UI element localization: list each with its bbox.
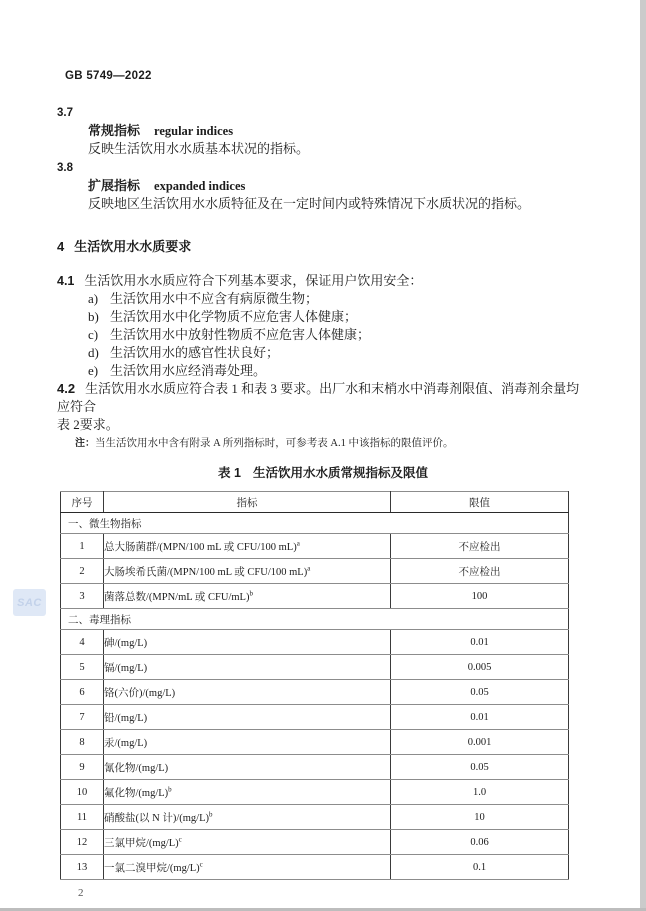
- table-title-text: 生活饮用水水质常规指标及限值: [252, 466, 428, 480]
- note-label: 注：: [75, 438, 95, 449]
- clause-text: 生活饮用水水质应符合下列基本要求，保证用户饮用安全：: [84, 273, 423, 288]
- term-zh: 扩展指标: [88, 178, 141, 193]
- cell-limit: 0.001: [391, 730, 569, 755]
- list-item-c: [88, 326, 589, 344]
- table-section-row: [61, 609, 569, 630]
- cell-limit: 0.005: [391, 655, 569, 680]
- clause-4-1: [57, 272, 589, 290]
- table-row: [61, 534, 569, 559]
- cell-limit: 0.1: [391, 855, 569, 880]
- cell-limit: 不应检出: [391, 559, 569, 584]
- list-text: 生活饮用水应经消毒处理。: [110, 363, 267, 378]
- cell-no: 8: [61, 730, 104, 755]
- cell-limit: 1.0: [391, 780, 569, 805]
- table-row: [61, 755, 569, 780]
- cell-indicator: 铅/(mg/L): [104, 705, 391, 730]
- footnote-mark: b: [249, 589, 253, 597]
- table-row: [61, 830, 569, 855]
- note-text: 当生活饮用水中含有附录 A 所列指标时，可参考表 A.1 中该指标的限值评价。: [95, 438, 454, 449]
- cell-no: 11: [61, 805, 104, 830]
- list-text: 生活饮用水的感官性状良好；: [110, 345, 280, 360]
- cell-limit: 0.01: [391, 630, 569, 655]
- table-row: [61, 680, 569, 705]
- col-header-indicator: 指标: [104, 492, 391, 513]
- table-row: [61, 655, 569, 680]
- cell-limit: 0.05: [391, 680, 569, 705]
- term-definition: 反映地区生活饮用水水质特征及在一定时间内或特殊情况下水质状况的指标。: [88, 196, 531, 211]
- cell-limit: 0.01: [391, 705, 569, 730]
- table-section-row: [61, 513, 569, 534]
- cell-indicator: 大肠埃希氏菌/(MPN/100 mL 或 CFU/100 mL)$^a$: [104, 559, 391, 584]
- cell-indicator: 硝酸盐(以 N 计)$/(mg/L)^b$: [104, 805, 391, 830]
- list-item-d: [88, 344, 589, 362]
- section-4-heading: [57, 238, 589, 256]
- col-header-limit: 限值: [391, 492, 569, 513]
- clause-number: 4.1: [57, 274, 75, 288]
- sac-watermark-icon: SAC: [13, 589, 46, 616]
- list-item-e: [88, 362, 589, 380]
- col-header-no: 序号: [61, 492, 104, 513]
- table-1: [60, 491, 569, 880]
- clause-4-2-line2: 表 2要求。: [57, 417, 119, 432]
- clause-number: 3.8: [57, 162, 73, 174]
- term-en: regular indices: [154, 124, 234, 138]
- standard-number-header: GB 5749—2022: [65, 70, 152, 82]
- note: [75, 435, 589, 452]
- footnote-mark: b: [209, 810, 213, 818]
- cell-limit: 0.06: [391, 830, 569, 855]
- clause-4-2: [57, 380, 589, 416]
- table-row: [61, 705, 569, 730]
- section-label: 二、毒理指标: [61, 609, 569, 630]
- list-label: a): [88, 291, 99, 306]
- cell-limit: 100: [391, 584, 569, 609]
- table-1-title: [57, 463, 589, 481]
- table-row: [61, 559, 569, 584]
- cell-indicator: 氟化物$/(mg/L)^b$: [104, 780, 391, 805]
- table-row: [61, 730, 569, 755]
- clause-number: 3.7: [57, 107, 73, 119]
- cell-indicator: 砷/(mg/L): [104, 630, 391, 655]
- cell-indicator: 菌落总数/(MPN/mL 或 CFU/mL)$^b$: [104, 584, 391, 609]
- cell-no: 6: [61, 680, 104, 705]
- cell-indicator: 三氯甲烷$/(mg/L)^c$: [104, 830, 391, 855]
- list-item-b: [88, 308, 589, 326]
- table-row: [61, 805, 569, 830]
- section-title: 生活饮用水水质要求: [74, 239, 192, 254]
- cell-limit: 不应检出: [391, 534, 569, 559]
- list-text: 生活饮用水中化学物质不应危害人体健康；: [110, 309, 358, 324]
- section-number: 4: [57, 239, 65, 254]
- cell-no: 4: [61, 630, 104, 655]
- page-number: 2: [78, 887, 84, 899]
- footnote-mark: a: [296, 539, 300, 547]
- list-label: e): [88, 363, 99, 378]
- cell-no: 1: [61, 534, 104, 559]
- list-text: 生活饮用水中放射性物质不应危害人体健康；: [110, 327, 371, 342]
- table-header-row: [61, 492, 569, 513]
- cell-no: 3: [61, 584, 104, 609]
- section-label: 一、微生物指标: [61, 513, 569, 534]
- cell-no: 7: [61, 705, 104, 730]
- clause-3-8: [57, 158, 589, 213]
- term-zh: 常规指标: [88, 123, 141, 138]
- cell-indicator: 总大肠菌群/(MPN/100 mL 或 CFU/100 mL)$^a$: [104, 534, 391, 559]
- footnote-mark: b: [168, 785, 172, 793]
- footnote-mark: c: [199, 860, 203, 868]
- list-label: b): [88, 309, 99, 324]
- clause-text-line1: 生活饮用水水质应符合表 1 和表 3 要求。出厂水和末梢水中消毒剂限值、消毒剂余量均应符合: [57, 381, 580, 414]
- term-definition: 反映生活饮用水水质基本状况的指标。: [88, 141, 310, 156]
- table-row: [61, 855, 569, 880]
- cell-indicator: 汞/(mg/L): [104, 730, 391, 755]
- cell-no: 2: [61, 559, 104, 584]
- cell-indicator: 一氯二溴甲烷$/(mg/L)^c$: [104, 855, 391, 880]
- table-row: [61, 630, 569, 655]
- cell-no: 13: [61, 855, 104, 880]
- list-item-a: [88, 290, 589, 308]
- cell-limit: 0.05: [391, 755, 569, 780]
- term-en: expanded indices: [154, 179, 246, 193]
- table-row: [61, 584, 569, 609]
- cell-no: 5: [61, 655, 104, 680]
- cell-indicator: 镉/(mg/L): [104, 655, 391, 680]
- list-label: d): [88, 345, 99, 360]
- footnote-mark: a: [307, 564, 311, 572]
- table-number: 表 1: [218, 466, 241, 480]
- cell-no: 9: [61, 755, 104, 780]
- scan-edge-right: [640, 0, 646, 911]
- clause-number: 4.2: [57, 381, 76, 396]
- table-row: [61, 780, 569, 805]
- clause-3-7: [57, 103, 589, 158]
- cell-limit: 10: [391, 805, 569, 830]
- list-label: c): [88, 327, 99, 342]
- list-text: 生活饮用水中不应含有病原微生物；: [110, 291, 319, 306]
- cell-no: 10: [61, 780, 104, 805]
- cell-indicator: 氰化物/(mg/L): [104, 755, 391, 780]
- cell-no: 12: [61, 830, 104, 855]
- cell-indicator: 铬(六价)/(mg/L): [104, 680, 391, 705]
- footnote-mark: c: [178, 835, 182, 843]
